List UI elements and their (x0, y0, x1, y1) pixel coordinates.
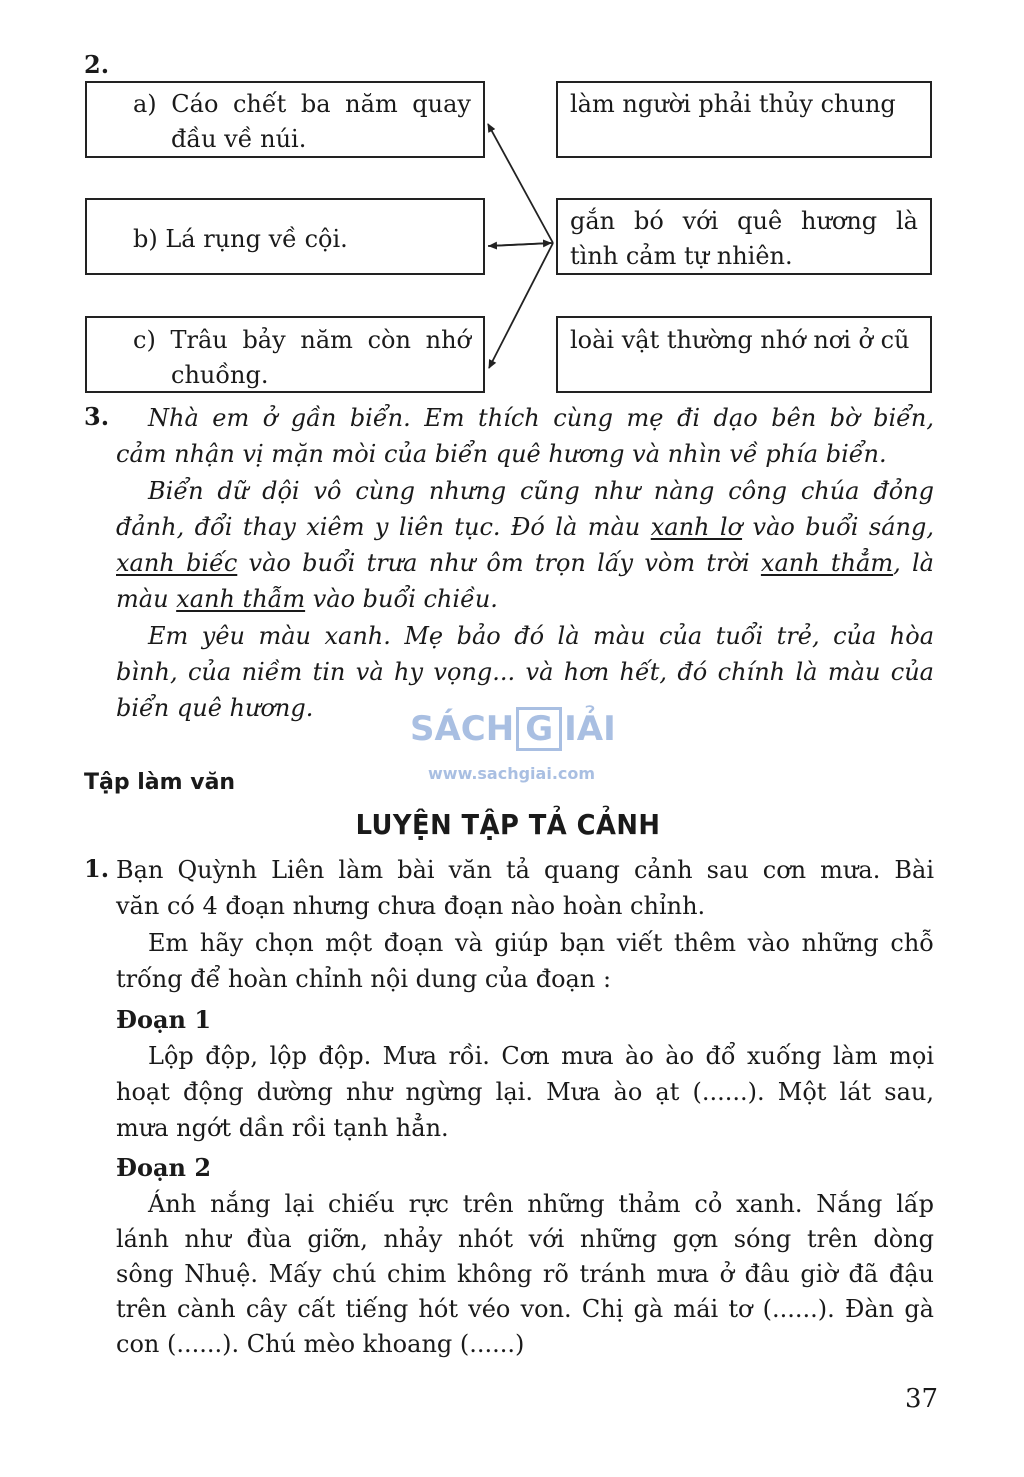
ex3-p2-line1: Biển dữ dội vô cùng nhưng cũng như nàng công chúa đỏng (148, 477, 934, 505)
ex3-p2-l2b: vào buổi sáng, (742, 513, 935, 541)
doan-2-line1: Ánh nắng lại chiếu rực trên những thảm cỏ xanh. Nắng lấp (148, 1190, 934, 1218)
ex3-p1-line1: Nhà em ở gần biển. Em thích cùng mẹ đi dạo bên bờ biển, (148, 404, 934, 432)
exercise-3-number: 3. (84, 402, 110, 431)
arrow-to-c (489, 243, 553, 368)
ex3-p2-line3 (116, 545, 934, 581)
proverb-a-line2: đầu về núi. (171, 125, 307, 153)
doan-1-line2: hoạt động dường như ngừng lại. Mưa ào ạt (......). Một lát sau, (116, 1078, 934, 1106)
ex3-p2-l3a: vào buổi trưa như ôm trọn lấy vòm trời (237, 549, 761, 577)
watermark-url: www.sachgiai.com (428, 764, 596, 783)
doan-1-title: Đoạn 1 (116, 1005, 212, 1034)
watermark-brand-letter: G (516, 707, 562, 751)
doan-2-line4: trên cành cây cất tiếng hót véo von. Chị gà mái tơ (......). Đàn gà (116, 1295, 934, 1323)
doan-2-line2: lánh như đùa giỡn, nhảy nhót với những gợn sóng trên dòng (116, 1225, 934, 1253)
exercise-1-number: 1. (84, 854, 110, 883)
ex3-p3-line3: biển quê hương. (116, 694, 314, 722)
meaning-3-line1: loài vật thường nhớ nơi ở cũ (570, 326, 910, 354)
ex1-intro-line1: Bạn Quỳnh Liên làm bài văn tả quang cảnh sau cơn mưa. Bài (116, 856, 934, 884)
ex3-p2-l4a: màu (116, 585, 177, 613)
ex3-p3-line2: bình, của niềm tin và hy vọng... và hơn hết, đó chính là màu của (116, 658, 934, 686)
ex3-p2-line2 (116, 509, 934, 545)
underline-xanh-tham: xanh thẳm (760, 549, 894, 577)
ex3-p2-l3b: , là (893, 549, 934, 577)
underline-xanh-tham-2: xanh thẫm (176, 585, 306, 613)
ex1-task-line1: Em hãy chọn một đoạn và giúp bạn viết thêm vào những chỗ (148, 929, 934, 957)
proverb-c-line1: c) Trâu bảy năm còn nhớ (133, 326, 471, 354)
proverb-b-line1: b) Lá rụng về cội. (133, 225, 348, 253)
doan-2-line3: sông Nhuệ. Mấy chú chim không rõ tránh mưa ở đâu giờ đã đậu (116, 1260, 934, 1288)
meaning-2-line2: tình cảm tự nhiên. (570, 242, 793, 270)
ex3-p3-line1: Em yêu màu xanh. Mẹ bảo đó là màu của tuổi trẻ, của hòa (148, 622, 934, 650)
watermark-brand-right: IẢI (564, 709, 616, 749)
doan-2-line5: con (......). Chú mèo khoang (......) (116, 1330, 525, 1358)
arrow-to-meaning (488, 243, 551, 246)
exercise-2-number: 2. (84, 50, 110, 79)
ex3-p2-l4b: vào buổi chiều. (305, 585, 498, 613)
underline-xanh-biec: xanh biếc (116, 549, 238, 577)
page-number: 37 (905, 1384, 939, 1414)
ex3-p2-line4 (116, 581, 934, 617)
ex3-p1-line2: cảm nhận vị mặn mòi của biển quê hương và nhìn về phía biển. (116, 440, 887, 468)
ex1-intro-line2: văn có 4 đoạn nhưng chưa đoạn nào hoàn chỉnh. (116, 892, 706, 920)
section-label: Tập làm văn (84, 770, 236, 795)
doan-2-title: Đoạn 2 (116, 1153, 212, 1182)
watermark-logo (410, 704, 620, 754)
doan-1-line3: mưa ngớt dần rồi tạnh hẳn. (116, 1114, 449, 1142)
watermark-brand-left: SÁCH (410, 709, 515, 749)
doan-1-line1: Lộp độp, lộp độp. Mưa rồi. Cơn mưa ào ào đổ xuống làm mọi (148, 1042, 934, 1070)
proverb-a-line1: a) Cáo chết ba năm quay (133, 90, 471, 118)
matching-arrows (0, 0, 1024, 420)
exercise-3-text (116, 400, 934, 730)
meaning-2-line1: gắn bó với quê hương là (570, 207, 918, 235)
ex1-task-line2: trống để hoàn chỉnh nội dung của đoạn : (116, 965, 612, 993)
proverb-c-line2: chuồng. (171, 361, 269, 389)
ex3-p2-l2a: đảnh, đổi thay xiêm y liên tục. Đó là màu (116, 513, 651, 541)
section-title: LUYỆN TẬP TẢ CẢNH (355, 808, 661, 841)
arrow-to-a (488, 124, 553, 243)
underline-xanh-lo: xanh lơ (650, 513, 743, 541)
meaning-1-line1: làm người phải thủy chung (570, 90, 896, 118)
exercise-1-text (116, 852, 934, 1362)
